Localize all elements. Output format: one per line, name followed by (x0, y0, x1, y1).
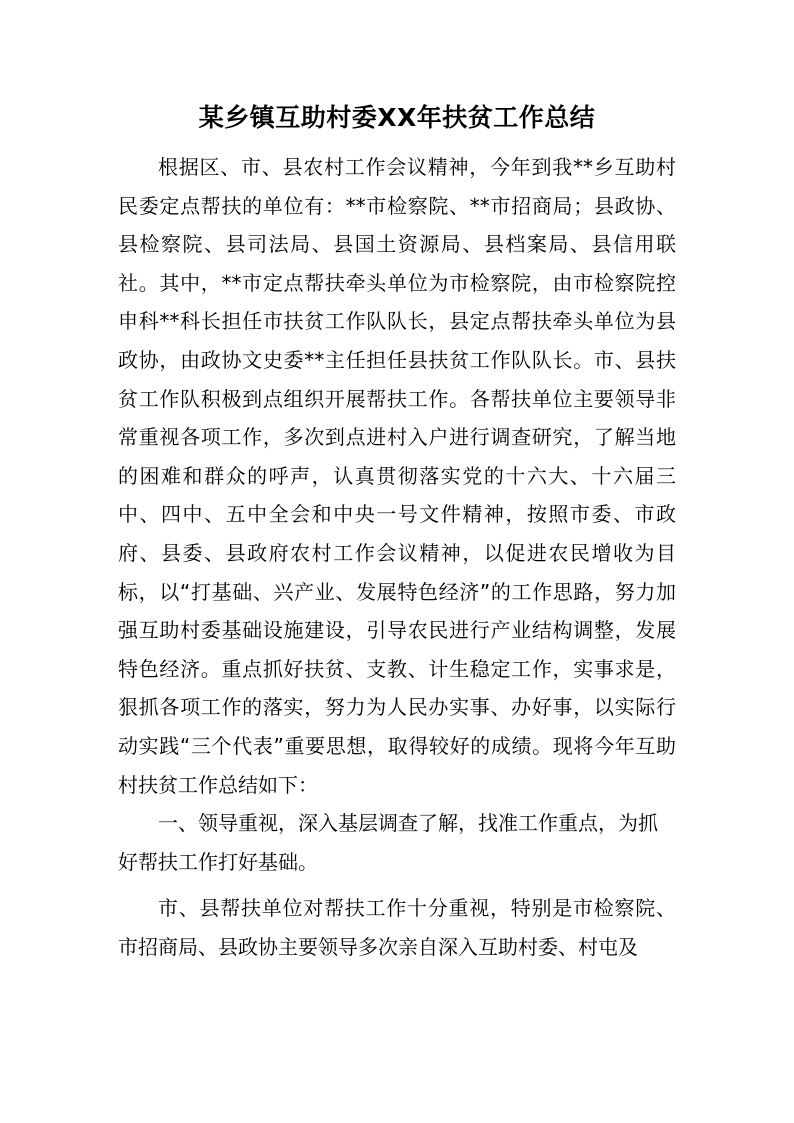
document-title: 某乡镇互助村委XX年扶贫工作总结 (198, 103, 596, 132)
body-paragraph-2: 市、县帮扶单位对帮扶工作十分重视，特别是市检察院、市招商局、县政协主要领导多次亲自深入互助村委、村屯及 (118, 896, 676, 959)
section-heading-1: 一、领导重视，深入基层调查了解，找准工作重点，为抓好帮扶工作打好基础。 (118, 811, 658, 874)
body-paragraph-1: 根据区、市、县农村工作会议精神，今年到我**乡互助村民委定点帮扶的单位有：**市检察院、**市招商局；县政协、县检察院、县司法局、县国土资源局、县档案局、县信用联社。其中，**市定点帮扶牵头单位为市检察院，由市检察院控申科**科长担任市扶贫工作队队长，县定点帮扶牵头单位为县政协，由政协文史委**主任担任县扶贫工作队队长。市、县扶贫工作队积极到点组织开展帮扶工作。各帮扶单位主要领导非常重视各项工作，多次到点进村入户进行调查研究，了解当地的困难和群众的呼声，认真贯彻落实党的十六大、十六届三中、四中、五中全会和中央一号文件精神，按照市委、市政府、县委、县政府农村工作会议精神，以促进农民增收为目标，以“打基础、兴产业、发展特色经济”的工作思路，努力加强互助村委基础设施建设，引导农民进行产业结构调整，发展特色经济。重点抓好扶贫、支教、计生稳定工作，实事求是，狠抓各项工作的落实，努力为人民办实事、办好事，以实际行动实践“三个代表”重要思想，取得较好的成绩。现将今年互助村扶贫工作总结如下： (118, 155, 676, 797)
paragraph-spacer (118, 881, 676, 889)
